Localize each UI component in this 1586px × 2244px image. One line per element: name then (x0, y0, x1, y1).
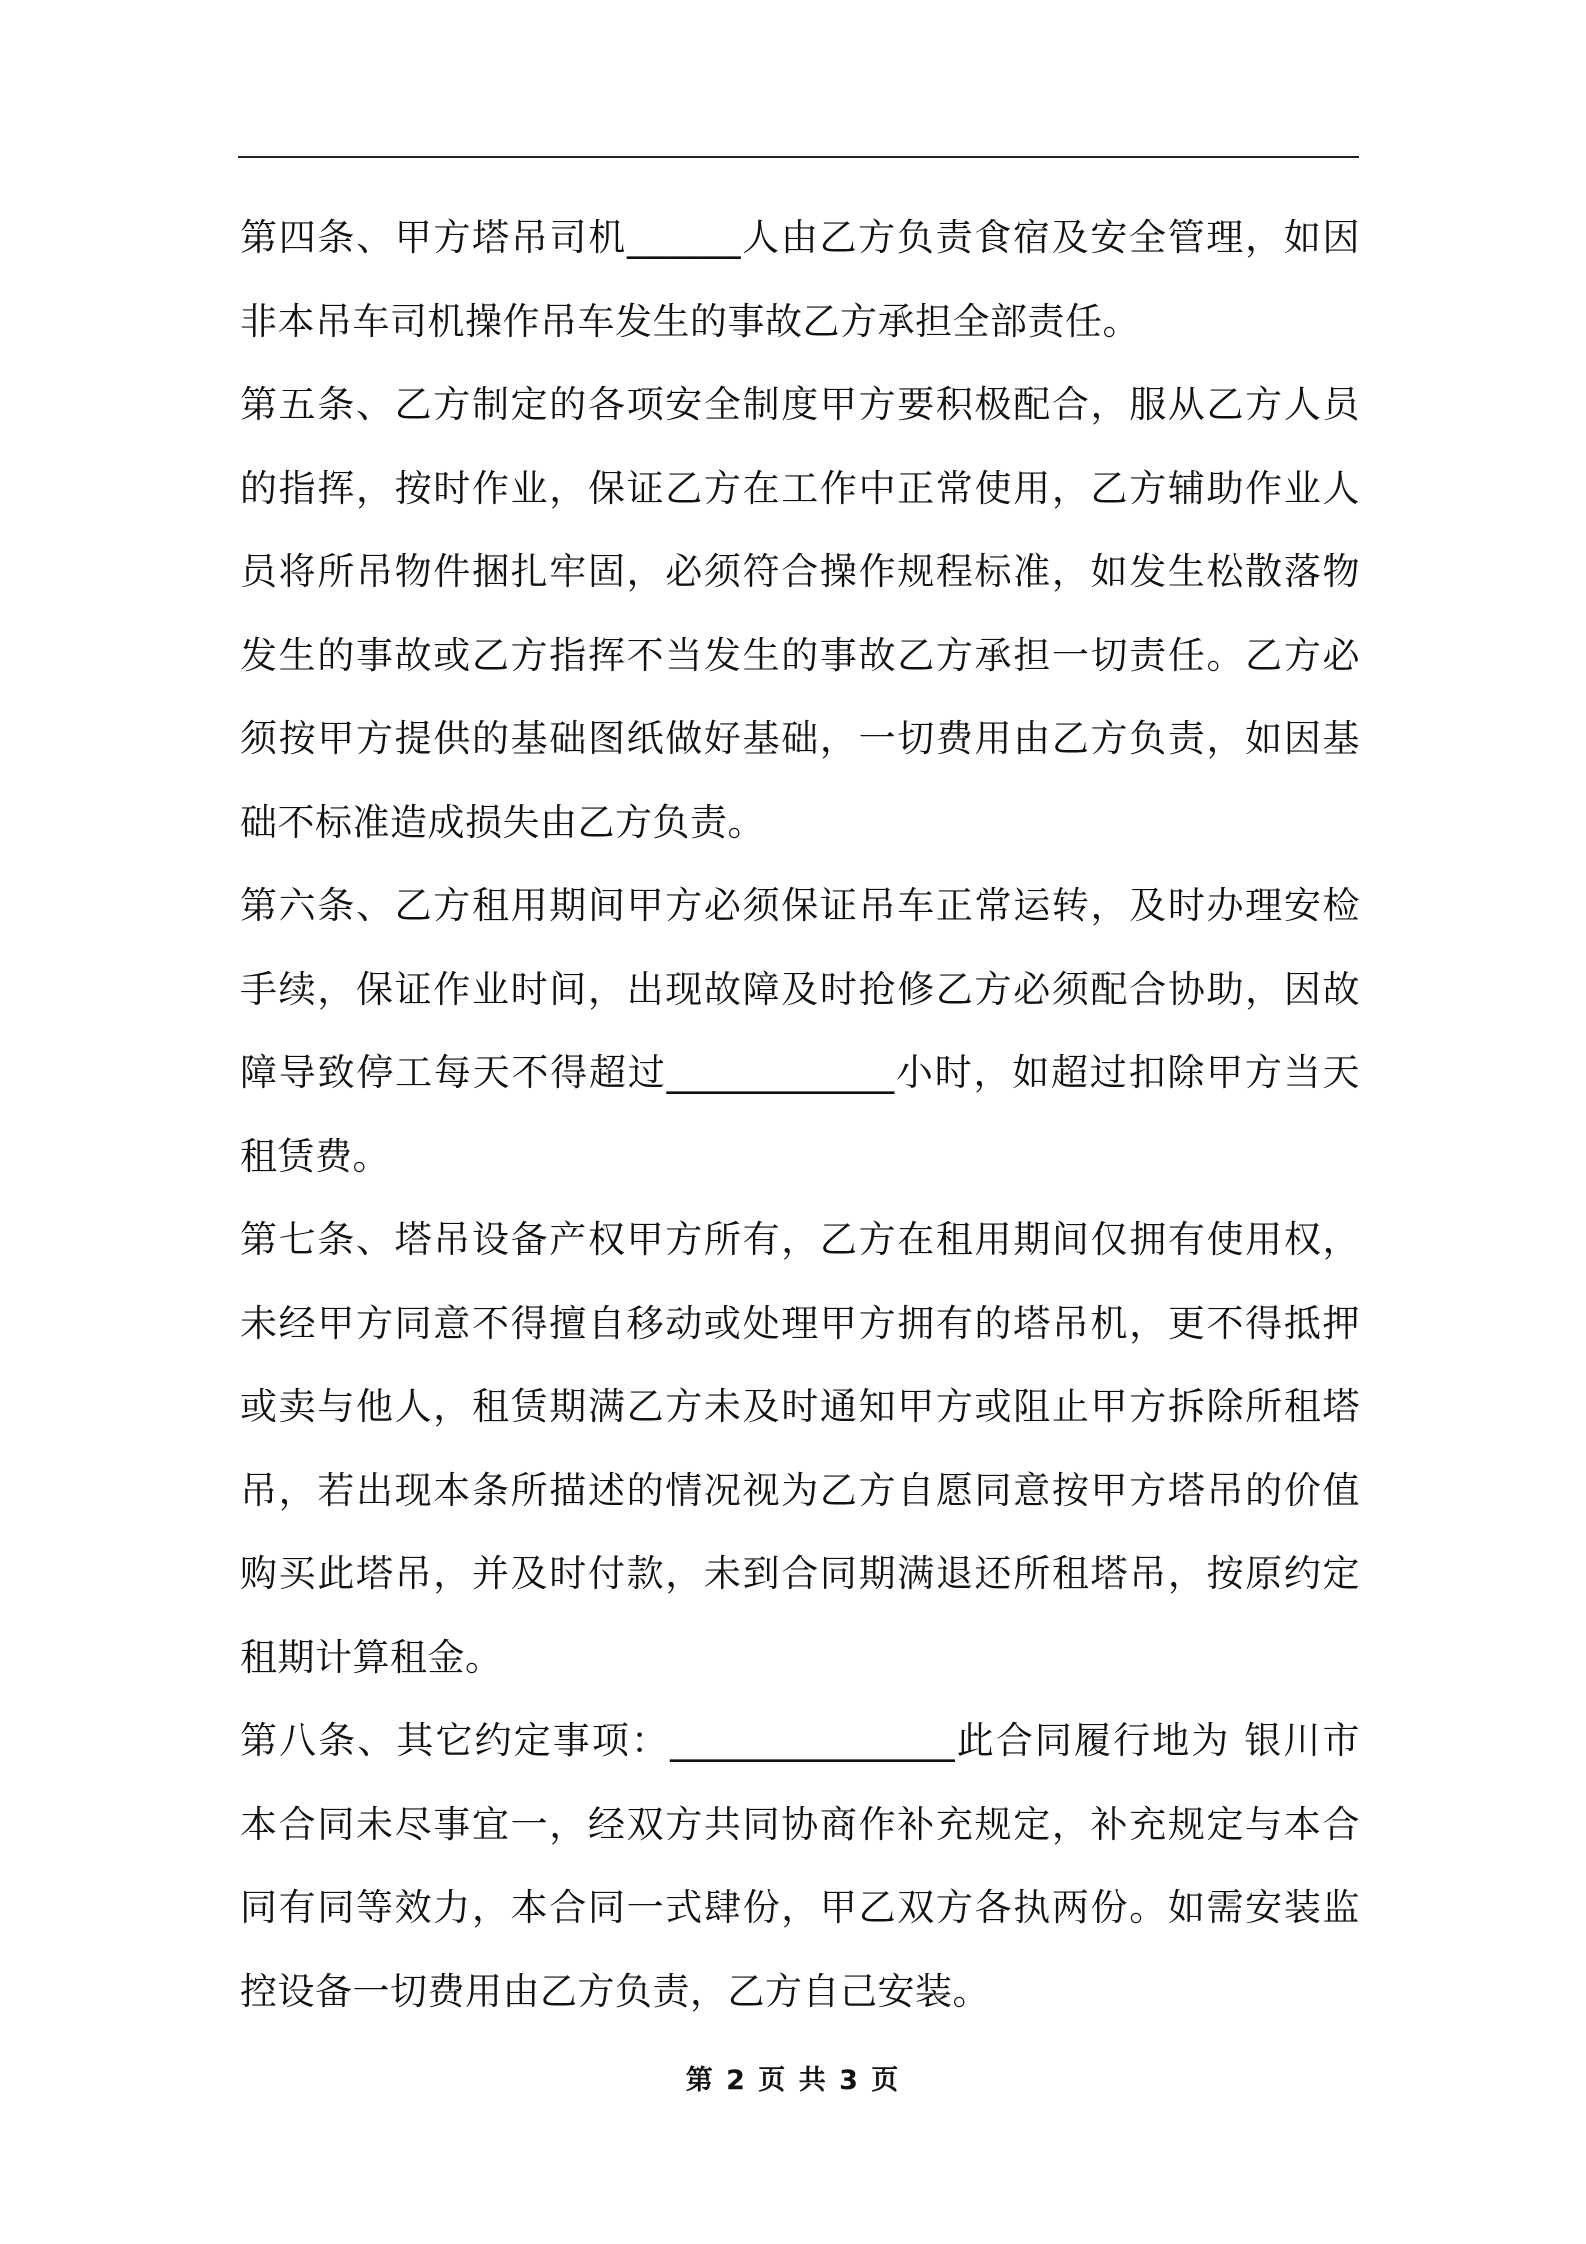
article-7-paragraph: 第七条、塔吊设备产权甲方所有，乙方在租用期间仅拥有使用权，未经甲方同意不得擅自移动或处理甲方拥有的塔吊机，更不得抵押或卖与他人，租赁期满乙方未及时通知甲方或阻止甲方拆除所租塔吊，若出现本条所描述的情况视为乙方自愿同意按甲方塔吊的价值购买此塔吊，并及时付款，未到合同期满退还所租塔吊，按原约定租期计算租金。 (240, 1218, 1360, 1679)
page-number-footer: 第 2 页 共 3 页 (685, 2065, 901, 2096)
article-6-text-before: 第六条、乙方租用期间甲方必须保证吊车正常运转，及时办理安检手续，保证作业时间，出现故障及时抢修乙方必须配合协助，因故障导致停工每天不得超过 (240, 884, 1360, 1094)
header-rule (238, 156, 1359, 158)
article-8-text-before: 第八条、其它约定事项： (240, 1719, 671, 1762)
article-4-paragraph (240, 196, 1360, 363)
article-5-paragraph: 第五条、乙方制定的各项安全制度甲方要积极配合，服从乙方人员的指挥，按时作业，保证乙方在工作中正常使用，乙方辅助作业人员将所吊物件捆扎牢固，必须符合操作规程标准，如发生松散落物发生的事故或乙方指挥不当发生的事故乙方承担一切责任。乙方必须按甲方提供的基础图纸做好基础，一切费用由乙方负责，如因基础不标准造成损失由乙方负责。 (240, 383, 1360, 844)
article-6-blank: ____________ (666, 1051, 895, 1094)
article-8-paragraph (240, 1699, 1360, 2033)
article-8-blank: _______________ (670, 1719, 956, 1762)
article-8-text-after: 此合同履行地为 银川市本合同未尽事宜一，经双方共同协商作补充规定，补充规定与本合同有同等效力，本合同一式肆份，甲乙双方各执两份。如需安装监控设备一切费用由乙方负责，乙方自己安装。 (240, 1719, 1361, 2013)
article-4-text-before: 第四条、甲方塔吊司机 (240, 216, 627, 259)
article-4-blank: ______ (626, 216, 741, 259)
article-4-text-after: 人由乙方负责食宿及安全管理，如因非本吊车司机操作吊车发生的事故乙方承担全部责任。 (240, 216, 1361, 343)
article-6-text-after: 小时，如超过扣除甲方当天租赁费。 (240, 1051, 1360, 1178)
article-6-paragraph (240, 864, 1360, 1198)
document-body (240, 196, 1360, 2033)
